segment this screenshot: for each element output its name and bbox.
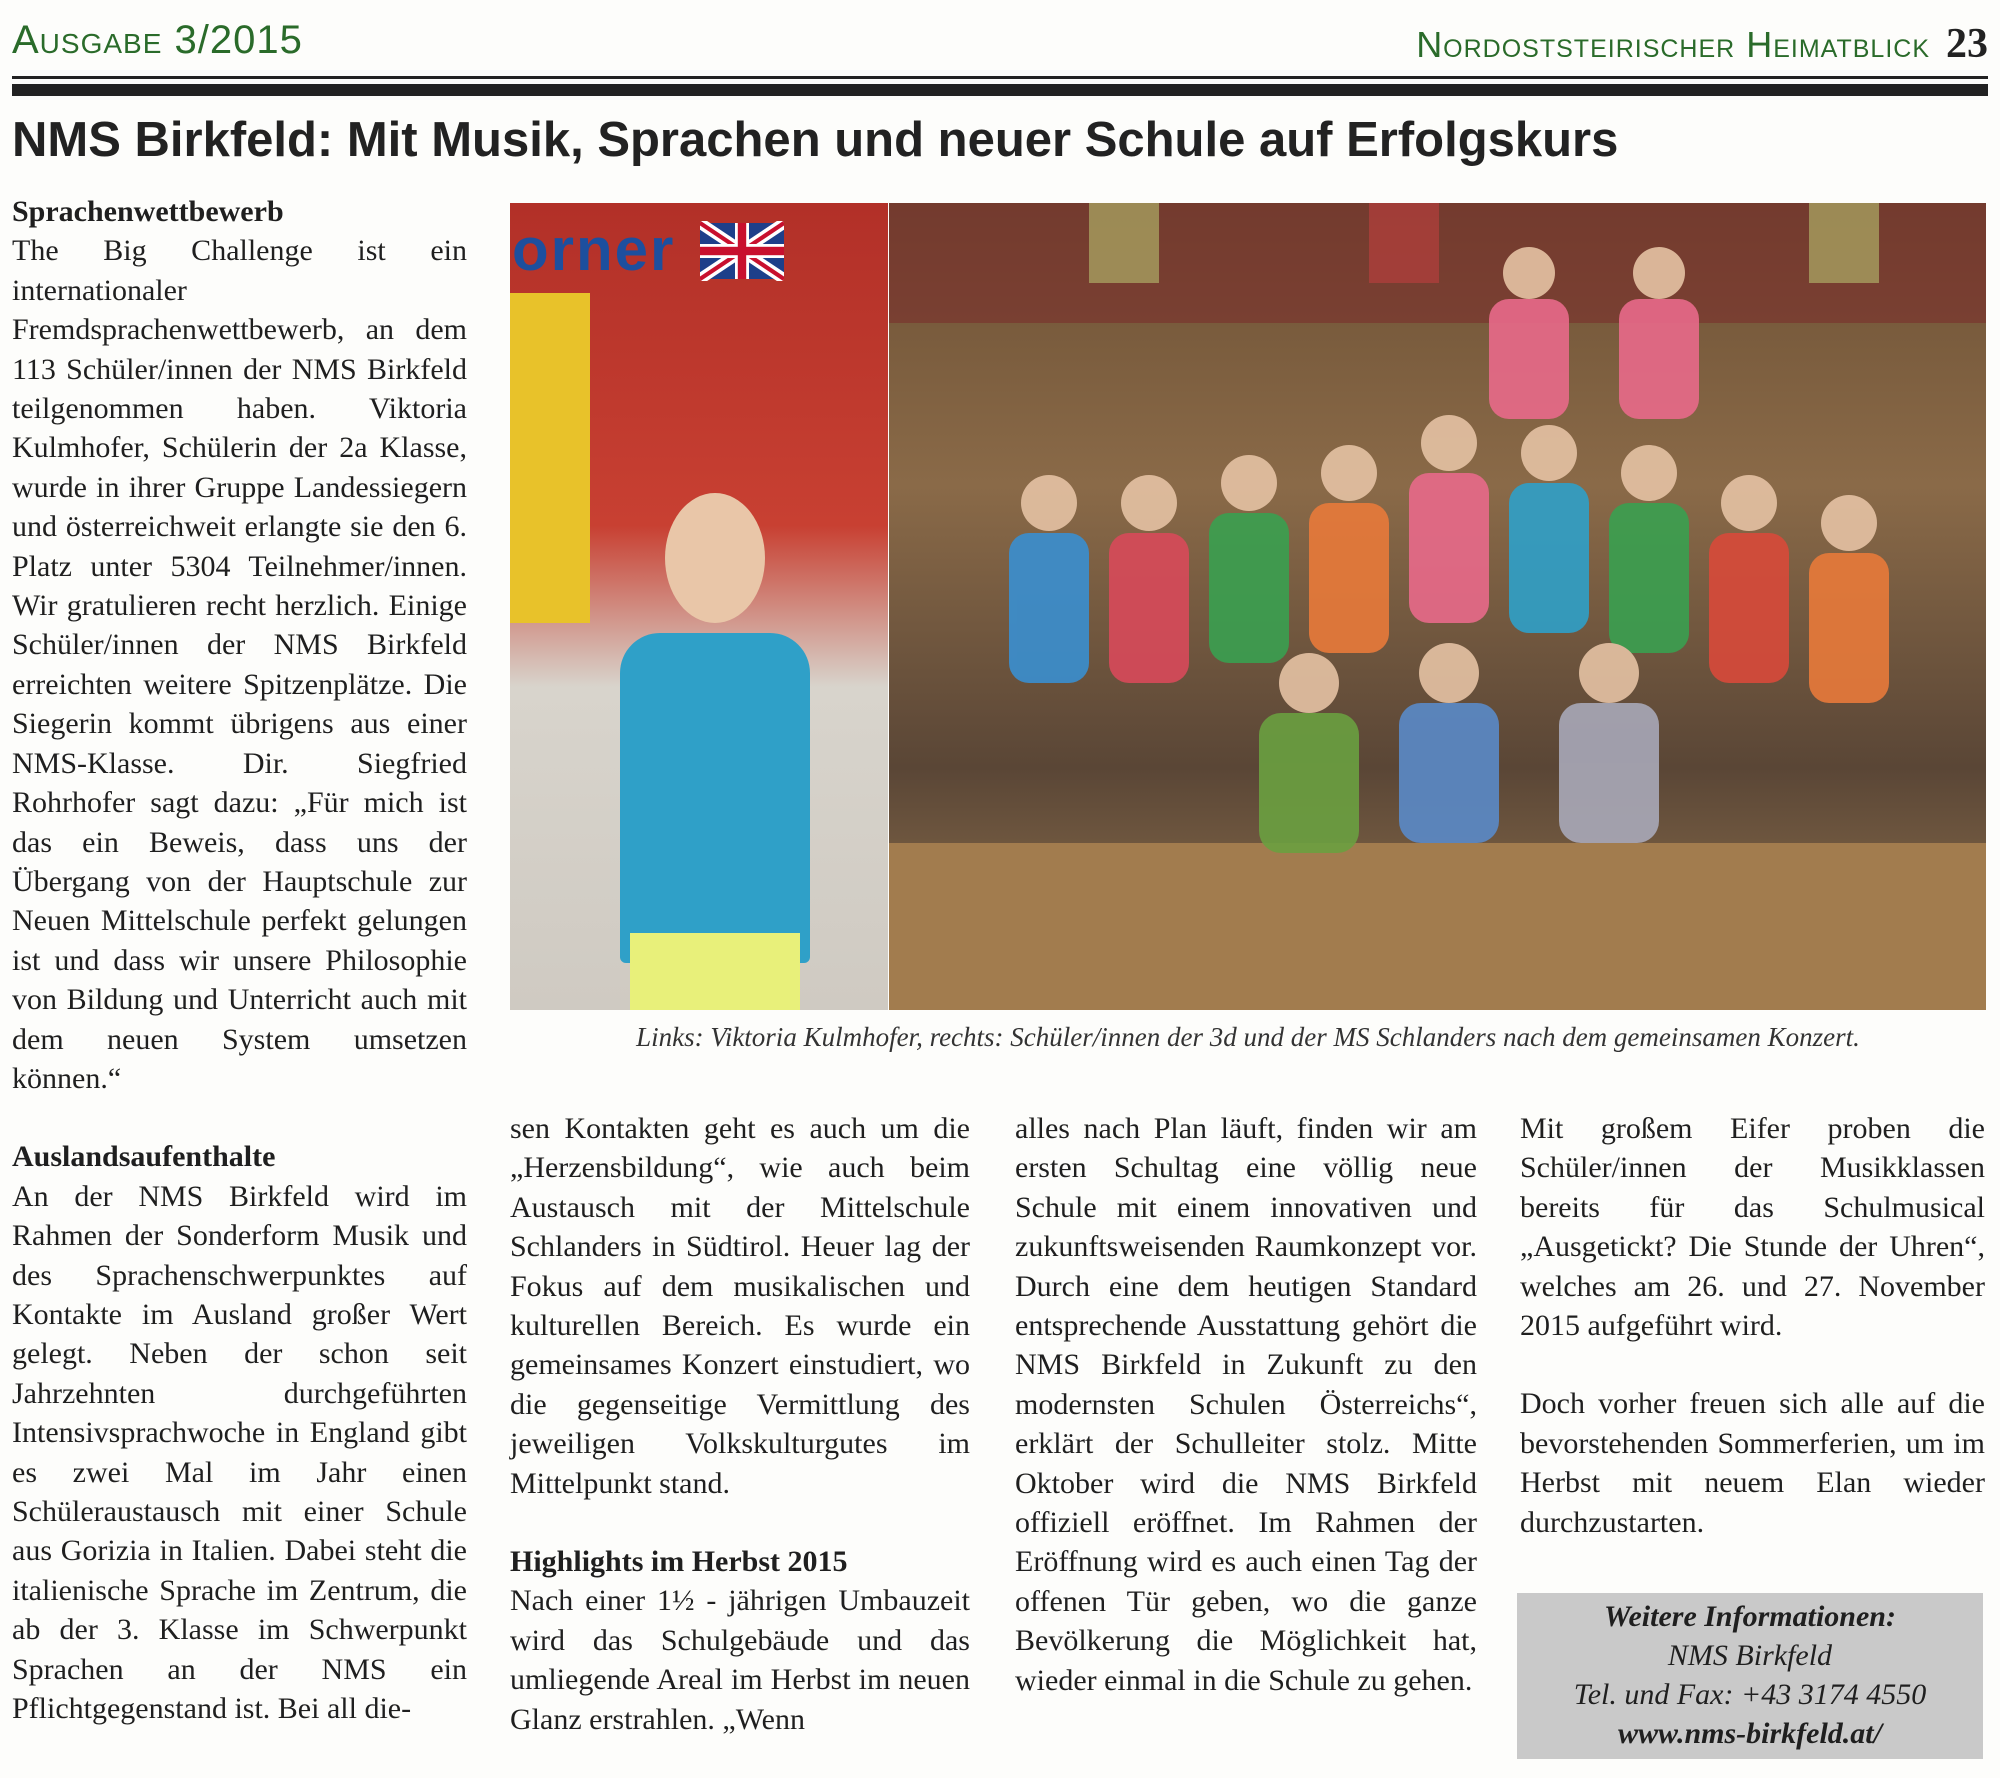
column-4 <box>1520 1109 1985 1542</box>
column-2 <box>510 1109 970 1739</box>
section-body-highlights-1: Nach einer 1½ - jährigen Umbauzeit wird das Schulgebäude und das umliegende Areal im Herbst im neuen Glanz erstrahlen. „Wenn <box>510 1584 970 1736</box>
section-heading-highlights: Highlights im Herbst 2015 <box>510 1545 848 1579</box>
article-title: NMS Birkfeld: Mit Musik, Sprachen und neuer Schule auf Erfolgskurs <box>12 113 1619 167</box>
column-3 <box>1015 1109 1477 1700</box>
photo-group-students <box>889 203 1986 1010</box>
info-school-name: NMS Birkfeld <box>1667 1639 1833 1672</box>
photo-caption: Links: Viktoria Kulmhofer, rechts: Schüler/innen der 3d und der MS Schlanders nach dem gemeinsamen Konzert. <box>636 1022 1860 1052</box>
yellow-tshirt-display <box>510 293 590 623</box>
section-body-sprachenwettbewerb: The Big Challenge ist ein internationaler Fremdsprachenwettbewerb, an dem 113 Schüler/innen der NMS Birkfeld teilgenommen haben. Viktoria Kulmhofer, Schülerin der 2a Klasse, wurde in ihrer Gruppe Landessiegern und österreichweit erlangte sie den 6. Platz unter 5304 Teilnehmer/innen. Wir gratulieren recht herzlich. Einige Schüler/innen der NMS Birkfeld erreichten weitere Spitzenplätze. Die Siegerin kommt übrigens aus einer NMS-Klasse. Dir. Siegfried Rohrhofer sagt dazu: „Für mich ist das ein Beweis, dass uns der Übergang von der Hauptschule zur Neuen Mittelschule perfekt gelungen ist und dass wir unsere Philosophie von Bildung und Unterricht auch mit dem neuen System umsetzen können.“ <box>12 234 467 1095</box>
publication-name: Nordoststeirischer Heimatblick <box>1416 24 1930 65</box>
girl-pants <box>630 933 800 1010</box>
info-website-link[interactable]: www.nms-birkfeld.at/ <box>1618 1717 1882 1750</box>
group-photo-illustration <box>889 203 1986 1010</box>
section-heading-sprachenwettbewerb: Sprachenwettbewerb <box>12 195 284 228</box>
header-rule-thin <box>12 76 1988 79</box>
info-box <box>1517 1593 1983 1759</box>
section-body-highlights-4: Doch vorher freuen sich alle auf die bevorstehenden Sommerferien, um im Herbst mit neuem Elan wieder durchzustarten. <box>1520 1387 1985 1539</box>
section-heading-auslandsaufenthalte: Auslandsaufenthalte <box>12 1140 276 1174</box>
girl-head <box>665 493 765 623</box>
header-rule-thick <box>12 84 1988 96</box>
issue-label: Ausgabe 3/2015 <box>12 18 303 62</box>
column-1 <box>12 192 467 1728</box>
info-heading: Weitere Informationen: <box>1604 1600 1896 1633</box>
info-phone: Tel. und Fax: +43 3174 4550 <box>1573 1678 1927 1711</box>
page-number: 23 <box>1946 21 1988 67</box>
corner-sign: orner <box>512 216 676 283</box>
section-body-auslandsaufenthalte-2: sen Kontakten geht es auch um die „Herzensbildung“, wie auch beim Austausch mit der Mittelschule Schlanders in Südtirol. Heuer lag der Fokus auf dem musikalischen und kulturellen Bereich. Es wurde ein gemeinsames Konzert einstudiert, wo die gegenseitige Vermittlung des jeweiligen Volkskulturgutes im Mittelpunkt stand. <box>510 1112 970 1500</box>
uk-flag-icon <box>700 221 784 281</box>
section-body-highlights-3: Mit großem Eifer proben die Schüler/innen der Musikklassen bereits für das Schulmusical „Ausgetickt? Die Stunde der Uhren“, welches am 26. und 27. November 2015 aufgeführt wird. <box>1520 1112 1985 1343</box>
section-body-auslandsaufenthalte-1: An der NMS Birkfeld wird im Rahmen der Sonderform Musik und des Sprachenschwerpunktes auf Kontakte im Ausland großer Wert gelegt. Neben der schon seit Jahrzehnten durchgeführten Intensivsprachwoche in England gibt es zwei Mal im Jahr einen Schüleraustausch mit einer Schule aus Gorizia in Italien. Dabei steht die italienische Sprache im Zentrum, die ab der 3. Klasse im Schwerpunkt Sprachen an der NMS ein Pflichtgegenstand ist. Bei all die- <box>12 1179 467 1726</box>
photo-viktoria-kulmhofer <box>510 203 888 1010</box>
section-body-highlights-2: alles nach Plan läuft, finden wir am ersten Schultag eine völlig neue Schule mit einem innovativen und zukunftsweisenden Raumkonzept vor. Durch eine dem heutigen Standard entsprechende Ausstattung gehört die NMS Birkfeld in Zukunft zu den modernsten Schulen Österreichs“, erklärt der Schulleiter stolz. Mitte Oktober wird die NMS Birkfeld offiziell eröffnet. Im Rahmen der Eröffnung wird es auch einen Tag der offenen Tür geben, wo die ganze Bevölkerung die Möglichkeit hat, wieder einmal in die Schule zu gehen. <box>1015 1112 1477 1697</box>
girl-shirt <box>620 633 810 963</box>
